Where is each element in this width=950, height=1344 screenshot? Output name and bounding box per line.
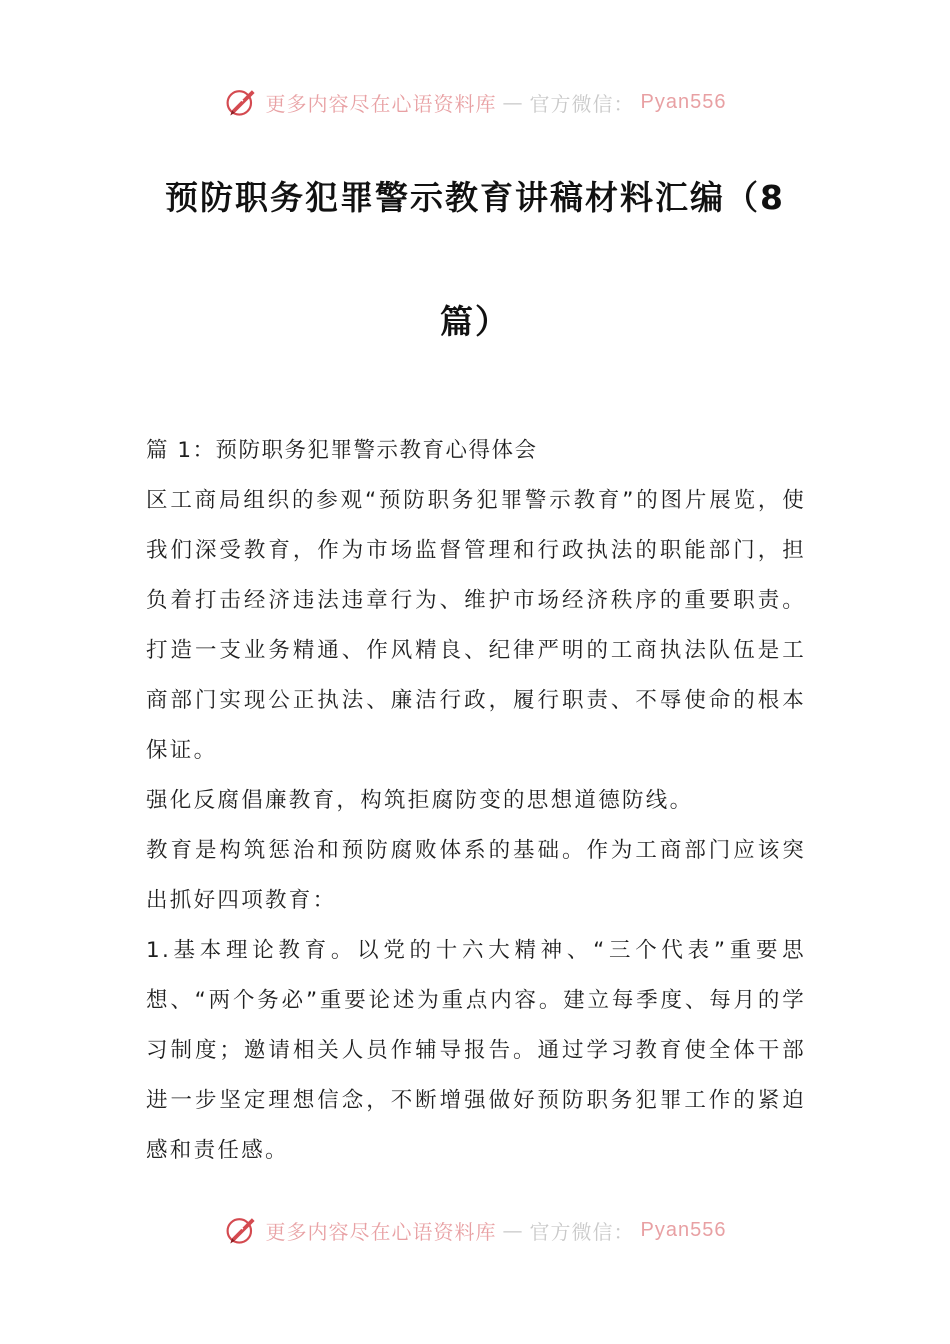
watermark-text: 更多内容尽在心语资料库: [265, 91, 497, 116]
pen-circle-logo-icon: [224, 1212, 260, 1248]
section-heading: 篇 1：预防职务犯罪警示教育心得体会: [146, 438, 538, 463]
watermark-label: 官方微信：: [529, 1219, 635, 1244]
watermark-id: Pyan556: [640, 1218, 727, 1241]
watermark-id: Pyan556: [640, 90, 727, 113]
paragraph: 1.基本理论教育。以党的十六大精神、“三个代表”重要思想、“两个务必”重要论述为重点内容。建立每季度、每月的学习制度；邀请相关人员作辅导报告。通过学习教育使全体干部进一步坚定理想信念，不断增强做好预防职务犯罪工作的紧迫感和责任感。: [146, 938, 806, 1163]
paragraph: 教育是构筑惩治和预防腐败体系的基础。作为工商部门应该突出抓好四项教育：: [146, 838, 806, 913]
watermark-separator: —: [502, 1218, 524, 1242]
document-body: [146, 426, 806, 1176]
footer-watermark: [0, 1208, 950, 1252]
document-title-line2: 篇）: [440, 302, 510, 341]
paragraph: 强化反腐倡廉教育，构筑拒腐防变的思想道德防线。: [146, 788, 694, 813]
paragraph: 区工商局组织的参观“预防职务犯罪警示教育”的图片展览，使我们深受教育，作为市场监督管理和行政执法的职能部门，担负着打击经济违法违章行为、维护市场经济秩序的重要职责。打造一支业务精通、作风精良、纪律严明的工商执法队伍是工商部门实现公正执法、廉洁行政，履行职责、不辱使命的根本保证。: [146, 488, 806, 763]
pen-circle-logo-icon: [224, 84, 260, 120]
watermark-label: 官方微信：: [529, 91, 635, 116]
document-title-line1: 预防职务犯罪警示教育讲稿材料汇编（8: [165, 178, 785, 217]
header-watermark: [0, 80, 950, 124]
watermark-separator: —: [502, 90, 524, 114]
watermark-text: 更多内容尽在心语资料库: [265, 1219, 497, 1244]
